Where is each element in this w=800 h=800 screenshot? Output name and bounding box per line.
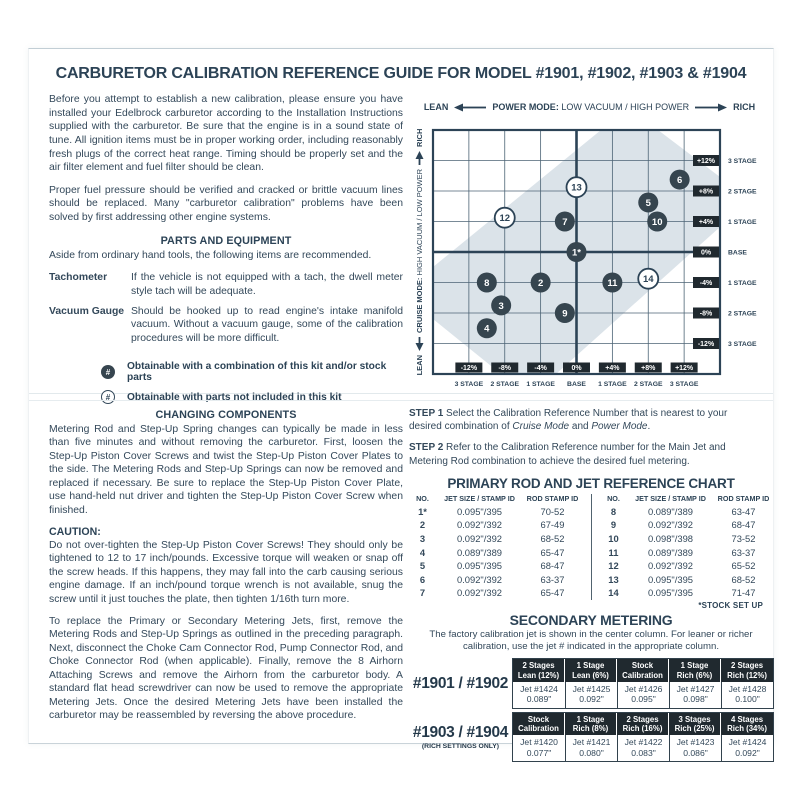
calibration-point-12 <box>495 208 515 228</box>
calibration-point-10 <box>647 212 667 232</box>
header-line-2: Rich (34%) <box>727 723 767 733</box>
secondary-tables <box>409 658 773 762</box>
calibration-point-7 <box>555 212 575 232</box>
x-tick-stage: 2 STAGE <box>633 381 663 388</box>
changing-components-column <box>49 405 403 765</box>
secondary-table-header <box>565 659 617 681</box>
primary-table-no: 13 <box>608 573 619 585</box>
stock-setup-footnote: *STOCK SET UP <box>698 600 763 610</box>
axis-rich-label: RICH <box>414 128 424 147</box>
primary-table-no: 4 <box>419 546 426 558</box>
primary-table-cell: 0.092"/392 <box>647 560 694 572</box>
jet-size: 0.080" <box>579 747 604 758</box>
calibration-point-4 <box>477 318 497 338</box>
intro-paragraph-1: Before you attempt to establish a new calibration, please ensure you have installed your Edelbrock carburetor according to the Installation Instructions supplied with the carburetor. Be sure that the engine is in a sound state of tune. All ignition items must be in proper working order, including reasonably fresh plugs of the correct heat range. Timing should be properly set and the air filter element and fuel filter should be clean. <box>49 94 403 174</box>
primary-table-header: NO. <box>416 493 429 503</box>
primary-table-cell: 0.089"/389 <box>456 546 503 558</box>
jet-size: 0.083" <box>631 747 656 758</box>
secondary-table-cell <box>565 682 617 708</box>
primary-table-cell: 0.095"/395 <box>647 573 694 585</box>
page-title: CARBURETOR CALIBRATION REFERENCE GUIDE FOR MODEL #1901, #1902, #1903 & #1904 <box>55 65 747 82</box>
jet-size: 0.092" <box>579 694 604 705</box>
parts-term: Vacuum Gauge <box>49 305 125 317</box>
x-tick-stage: 3 STAGE <box>454 381 484 388</box>
outlined-circle-icon: # <box>101 390 115 404</box>
x-tick-percent: 0% <box>571 365 582 373</box>
primary-table-header: JET SIZE / STAMP ID <box>444 493 515 503</box>
calibration-point-13 <box>567 177 587 197</box>
x-tick-percent: +4% <box>605 365 620 373</box>
calibration-point-3 <box>491 295 511 315</box>
secondary-table-header <box>513 713 565 735</box>
top-panel <box>29 49 773 403</box>
header-line-1: 1 Stage <box>680 661 709 671</box>
x-tick-stage: 2 STAGE <box>490 381 520 388</box>
axis-lean-label: LEAN <box>423 102 449 112</box>
primary-table-no: 12 <box>608 560 619 572</box>
primary-table-cell: 68-47 <box>731 519 756 531</box>
secondary-table-header <box>513 659 565 681</box>
point-number: 5 <box>645 197 651 209</box>
header-line-2: Rich (8%) <box>572 723 609 733</box>
header-line-1: 1 Stage <box>576 714 605 724</box>
y-tick-percent: -8% <box>699 310 713 318</box>
primary-table-header: ROD STAMP ID <box>526 493 579 503</box>
y-tick-stage: BASE <box>728 249 747 257</box>
changing-components-text: Metering Rod and Step-Up Spring changes can typically be made in less than five minutes and without removing the carburetor. First, loosen the Step-Up Piston Cover Screws and twist the Step-Up Piston Cover Plates to the side. The Metering Rods and Step-Up Springs can now be removed and replaced if necessary. Be sure to replace the Step-Up Piston Cover Plate, use hand-held nut driver and tighten the Step-Up Piston Cover Screw when finished. <box>49 424 403 516</box>
header-line-2: Calibration <box>622 670 663 680</box>
y-tick-stage: 2 STAGE <box>728 188 757 196</box>
jet-number: Jet #1425 <box>572 683 611 694</box>
primary-table-half <box>591 494 773 600</box>
jet-number: Jet #1420 <box>520 737 558 748</box>
primary-table-cell: 0.095"/395 <box>456 560 503 572</box>
primary-table-cell: 63-37 <box>540 573 565 585</box>
secondary-table-cell <box>669 735 721 761</box>
secondary-table-header <box>565 713 617 735</box>
jet-number: Jet #1424 <box>520 683 558 694</box>
primary-table-cell: 68-52 <box>540 532 565 544</box>
primary-table-cell: 0.095"/395 <box>456 505 503 517</box>
step-1-text: STEP 1 Select the Calibration Reference Number that is nearest to your desired combination of Cruise Mode and Power Mode. <box>409 408 728 433</box>
secondary-table-cell <box>513 735 565 761</box>
calibration-point-14 <box>638 269 658 289</box>
x-tick-percent: -12% <box>460 365 478 373</box>
primary-table-no: 14 <box>608 587 619 599</box>
primary-table-cell: 0.098"/398 <box>647 532 694 544</box>
jet-size: 0.092" <box>735 747 760 758</box>
primary-table-no: 11 <box>608 546 619 558</box>
x-tick-stage: 1 STAGE <box>598 381 627 388</box>
replace-jets-text: To replace the Primary or Secondary Metering Jets, first, remove the Metering Rods and Step-Up Springs as outlined in the preceding paragraph. Next, disconnect the Choke Cam Connector Rod, Pump Connector Rod, and Choke Connector Rod (when applicable). Finally, remove the 8 Airhorn Attaching Screws and remove the Airhorn from the carburetor body. A standard flat head screwdriver can now be used to remove the appropriate Metering Jets. Once the desired Metering Jets have been installed the carburetor may be reassembled by reversing the above procedure. <box>49 616 403 722</box>
secondary-table-row-1 <box>409 658 773 708</box>
parts-item-tachometer <box>49 271 403 298</box>
primary-table-no: 2 <box>419 519 426 531</box>
secondary-metering-note: The factory calibration jet is shown in the center column. For leaner or richer calibration, use the jet # indicated in the appropriate column. <box>429 628 753 653</box>
x-tick-percent: -8% <box>498 365 511 373</box>
primary-table-cell: 0.089"/389 <box>647 546 694 558</box>
primary-table-cell: 70-52 <box>540 505 565 517</box>
x-tick-stage: 3 STAGE <box>669 381 699 388</box>
primary-table-cell: 68-52 <box>731 573 756 585</box>
chart-legend <box>101 361 403 404</box>
jet-size: 0.098" <box>683 694 708 705</box>
secondary-table-header <box>669 713 721 735</box>
primary-table-cell: 65-47 <box>540 546 565 558</box>
secondary-table-cell <box>565 735 617 761</box>
header-line-1: 1 Stage <box>576 661 605 671</box>
y-tick-stage: 2 STAGE <box>728 310 757 318</box>
parts-definition: If the vehicle is not equipped with a tach, the dwell meter style tach will be adequate. <box>131 272 403 297</box>
jet-number: Jet #1421 <box>572 737 611 748</box>
parts-definition: Should be hooked up to read engine's intake manifold vacuum. Without a vacuum gauge, some of the calibration procedures will be more difficult. <box>131 305 403 344</box>
jet-size: 0.086" <box>683 747 708 758</box>
changing-components-heading: CHANGING COMPONENTS <box>155 409 297 421</box>
jet-size: 0.089" <box>526 694 552 705</box>
primary-table-no: 1* <box>418 505 427 517</box>
primary-table-cell: 71-47 <box>731 587 756 599</box>
primary-table-no: 6 <box>419 573 426 585</box>
primary-table-header: ROD STAMP ID <box>717 493 770 503</box>
secondary-table-cell <box>721 682 773 708</box>
primary-table-cell: 0.095"/395 <box>647 587 694 599</box>
x-tick-percent: +12% <box>675 365 694 373</box>
primary-table-header: NO. <box>607 493 620 503</box>
calibration-point-2 <box>531 273 551 293</box>
secondary-table-header <box>721 713 773 735</box>
primary-table-cell: 0.092"/392 <box>456 587 503 599</box>
secondary-metering-title: SECONDARY METERING <box>509 611 673 628</box>
primary-table-no: 7 <box>419 587 426 599</box>
y-tick-percent: +4% <box>698 219 714 227</box>
header-line-2: Rich (25%) <box>674 723 715 733</box>
secondary-model-label: #1903 / #1904 <box>412 723 509 741</box>
header-line-1: 2 Stages <box>522 661 555 671</box>
primary-table-cell: 0.092"/392 <box>456 573 503 585</box>
header-line-1: 4 Stages <box>730 714 764 724</box>
calibration-chart-block <box>406 99 773 399</box>
primary-table-cell: 73-52 <box>731 532 756 544</box>
secondary-table-cell <box>721 735 773 761</box>
header-line-2: Rich (6%) <box>676 670 713 680</box>
primary-table-no: 5 <box>419 560 426 572</box>
secondary-jet-table <box>512 658 774 708</box>
jet-size: 0.077" <box>526 747 552 758</box>
legend-text: Obtainable with parts not included in this kit <box>127 391 342 403</box>
y-tick-percent: +12% <box>696 158 716 166</box>
jet-number: Jet #1423 <box>676 737 715 748</box>
primary-table-cell: 0.089"/389 <box>647 505 694 517</box>
caution-text: Do not over-tighten the Step-Up Piston Cover Screws! They should only be tightened to 12 to 17 inch/pounds. Excessive torque will weaken or snap off the screw heads. If this happens, they may fall into the carb causing serious engine damage. If an inch/pound torque wrench is not available, snug the screw until it just touches the plate, then tighten 1/16th turn more. <box>49 539 403 605</box>
primary-table-no: 10 <box>608 532 619 544</box>
filled-circle-icon: # <box>101 365 115 379</box>
document-sheet <box>28 48 774 758</box>
header-line-1: 3 Stages <box>678 714 711 724</box>
secondary-table-cell <box>669 682 721 708</box>
primary-table-header: JET SIZE / STAMP ID <box>635 493 706 503</box>
point-number: 10 <box>651 216 663 228</box>
x-tick-percent: -4% <box>534 365 547 373</box>
jet-size: 0.095" <box>631 694 656 705</box>
point-number: 12 <box>499 213 511 225</box>
axis-lean-label: LEAN <box>414 354 424 376</box>
header-line-1: Stock <box>631 661 654 671</box>
secondary-model-label: #1901 / #1902 <box>412 674 509 692</box>
primary-table <box>409 494 773 600</box>
primary-table-cell: 68-47 <box>540 560 565 572</box>
header-line-1: 2 Stages <box>730 661 764 671</box>
y-tick-percent: -12% <box>697 341 715 349</box>
secondary-table-header <box>617 659 669 681</box>
axis-mode-label: CRUISE MODE: HIGH VACUUM / LOW POWER <box>414 168 424 333</box>
primary-table-cell: 0.092"/392 <box>456 519 503 531</box>
secondary-table-cell <box>617 682 669 708</box>
point-number: 3 <box>498 300 504 312</box>
header-line-2: Rich (12%) <box>727 670 767 680</box>
point-number: 2 <box>537 277 544 289</box>
calibration-chart <box>406 115 773 397</box>
point-number: 6 <box>676 174 683 186</box>
jet-size: 0.100" <box>735 694 760 705</box>
secondary-table-header <box>721 659 773 681</box>
parts-item-vacuum-gauge <box>49 305 403 346</box>
secondary-table-cell <box>617 735 669 761</box>
primary-table-cell: 0.092"/392 <box>456 532 503 544</box>
header-line-2: Lean (6%) <box>572 670 609 680</box>
parts-term: Tachometer <box>49 272 108 284</box>
y-tick-stage: 3 STAGE <box>728 158 757 166</box>
y-tick-percent: -4% <box>699 280 713 288</box>
secondary-jet-table <box>512 712 774 762</box>
y-tick-stage: 1 STAGE <box>728 280 757 288</box>
primary-table-half <box>410 494 582 600</box>
primary-table-cell: 63-37 <box>731 546 756 558</box>
calibration-point-1 <box>567 242 587 262</box>
arrow-right-icon <box>695 103 727 112</box>
y-tick-stage: 3 STAGE <box>728 341 757 349</box>
bottom-panel <box>29 400 773 758</box>
header-line-1: 2 Stages <box>626 714 659 724</box>
secondary-model-sublabel: (RICH SETTINGS ONLY) <box>421 742 500 750</box>
x-tick-percent: +8% <box>641 365 656 373</box>
secondary-model-label-wrap <box>409 675 512 693</box>
axis-mode-label: POWER MODE: LOW VACUUM / HIGH POWER <box>492 102 690 112</box>
primary-table-cell: 65-47 <box>540 587 565 599</box>
point-number: 4 <box>484 323 490 335</box>
primary-chart-title: PRIMARY ROD AND JET REFERENCE CHART <box>447 475 735 491</box>
intro-paragraph-2: Proper fuel pressure should be verified and cracked or brittle vacuum lines should be replaced. Many "carburetor calibration" problems have been solved by first addressing other engine systems. <box>49 184 403 223</box>
primary-table-cell: 67-49 <box>540 519 565 531</box>
parts-equipment-heading: PARTS AND EQUIPMENT <box>160 234 292 247</box>
point-number: 11 <box>607 277 618 289</box>
primary-table-no: 8 <box>610 505 617 517</box>
header-line-1: Stock <box>527 714 550 724</box>
jet-number: Jet #1428 <box>728 683 767 694</box>
legend-item-kit-parts <box>101 361 403 383</box>
legend-text: Obtainable with a combination of this kit and/or stock parts <box>127 361 387 384</box>
jet-number: Jet #1424 <box>728 737 767 748</box>
secondary-model-label-wrap <box>409 724 512 750</box>
point-number: 9 <box>562 308 568 320</box>
intro-column <box>49 93 403 411</box>
point-number: 8 <box>484 277 490 289</box>
calibration-point-11 <box>602 273 622 293</box>
y-tick-stage: 1 STAGE <box>728 219 757 227</box>
x-tick-stage: 1 STAGE <box>526 381 555 388</box>
header-line-2: Lean (12%) <box>517 670 560 680</box>
primary-table-no: 3 <box>419 532 426 544</box>
jet-number: Jet #1426 <box>624 683 663 694</box>
calibration-point-8 <box>477 273 497 293</box>
x-tick-stage: BASE <box>567 381 586 388</box>
point-number: 13 <box>571 182 582 194</box>
axis-rich-label: RICH <box>733 102 756 112</box>
primary-table-cell: 0.092"/392 <box>647 519 694 531</box>
point-number: 7 <box>562 216 568 228</box>
secondary-table-row-2 <box>409 712 773 762</box>
point-number: 14 <box>642 274 654 286</box>
caution-heading: CAUTION: <box>49 525 101 538</box>
primary-table-cell: 63-47 <box>731 505 756 517</box>
secondary-table-header <box>669 659 721 681</box>
reference-chart-column <box>409 405 773 765</box>
primary-table-cell: 65-52 <box>731 560 756 572</box>
primary-table-no: 9 <box>610 519 617 531</box>
step-2-text: STEP 2 Refer to the Calibration Reference number for the Main Jet and Metering Rod combination to achieve the desired fuel metering. <box>409 442 726 467</box>
secondary-table-cell <box>513 682 565 708</box>
point-number: 1* <box>572 247 581 259</box>
calibration-point-5 <box>638 192 658 212</box>
jet-number: Jet #1422 <box>624 737 663 748</box>
header-line-2: Calibration <box>518 723 559 733</box>
calibration-point-6 <box>670 170 690 190</box>
calibration-point-9 <box>555 303 575 323</box>
power-mode-axis-label <box>406 99 773 115</box>
y-tick-percent: 0% <box>700 249 712 257</box>
parts-intro: Aside from ordinary hand tools, the following items are recommended. <box>49 249 372 261</box>
y-tick-percent: +8% <box>698 188 714 196</box>
jet-number: Jet #1427 <box>676 683 715 694</box>
header-line-2: Rich (16%) <box>622 723 663 733</box>
arrow-left-icon <box>454 103 486 112</box>
secondary-table-header <box>617 713 669 735</box>
